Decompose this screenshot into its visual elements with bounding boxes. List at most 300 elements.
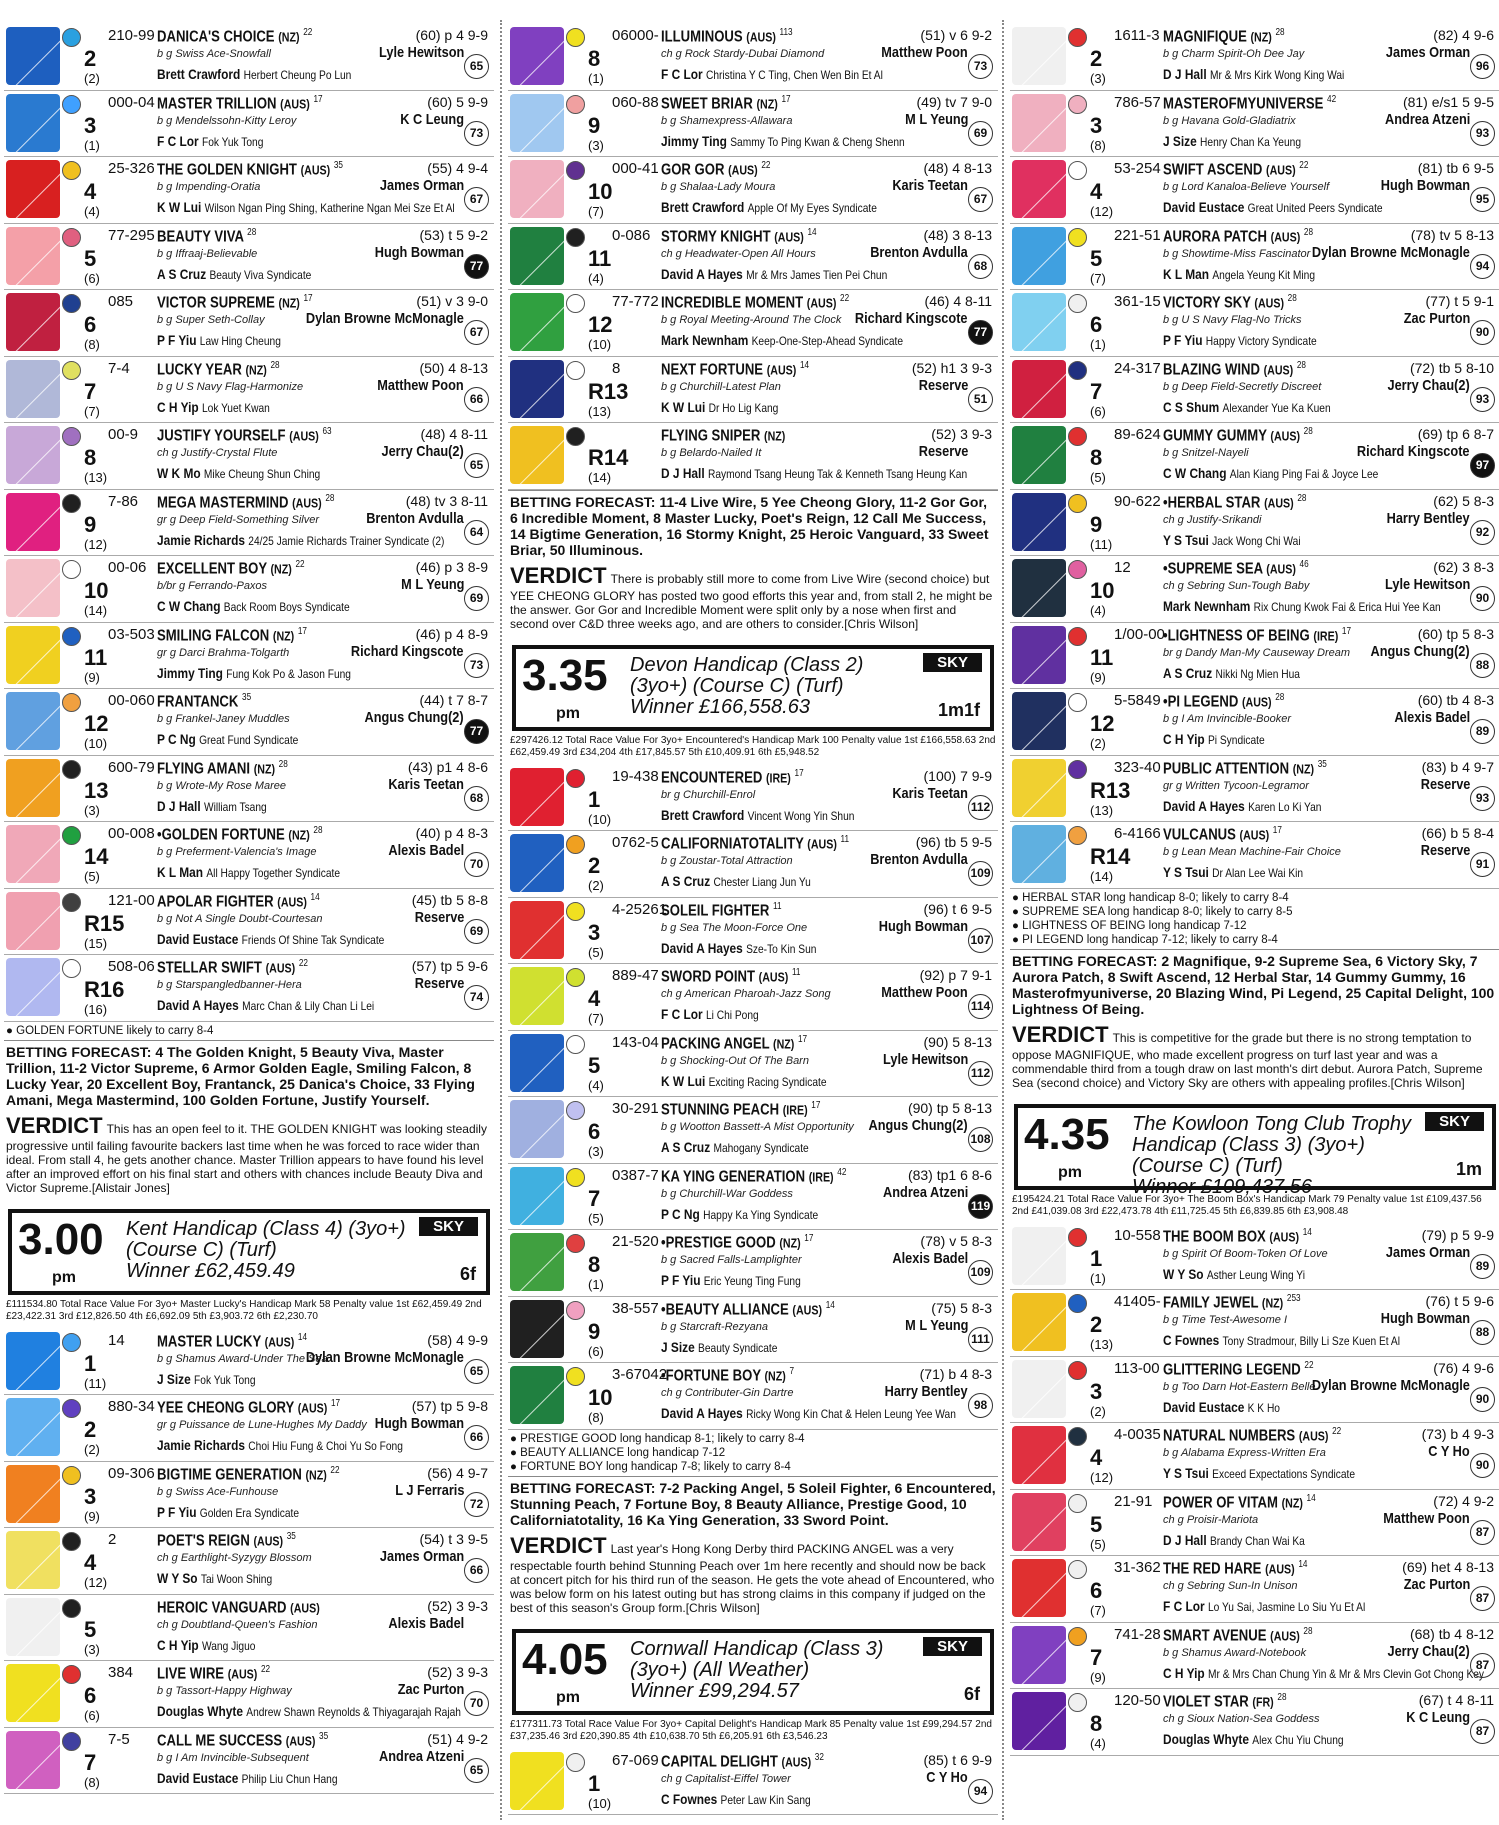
jockey-name: David A Hayes [661, 265, 743, 282]
jockey-line [157, 532, 444, 548]
breeding: b g Deep Field-Secretly Discreet [1163, 380, 1322, 393]
saddle-number: 8 [588, 1252, 601, 1277]
horse-name[interactable] [1163, 1227, 1312, 1246]
runner-row[interactable] [4, 1728, 494, 1795]
breeding: b g Too Darn Hot-Eastern Belle [1163, 1380, 1316, 1393]
horse-name[interactable] [1163, 1493, 1316, 1512]
runner-row[interactable] [1010, 91, 1499, 158]
jockey-silk-icon [510, 1100, 564, 1158]
runner-row[interactable] [4, 1595, 494, 1662]
runner-row[interactable] [508, 224, 998, 291]
jockey-silk-icon [510, 293, 564, 351]
breeding: b g Churchill-Latest Plan [661, 380, 781, 393]
jockey-line [1163, 731, 1265, 747]
horse-name[interactable] [1163, 626, 1351, 645]
jockey-silk-icon [510, 426, 564, 484]
owner-name: Wang Jiguo [201, 1638, 256, 1653]
jockey-name: K W Lui [661, 398, 706, 415]
jockey-line [1163, 665, 1300, 681]
days-since-run: 22 [1332, 1426, 1342, 1437]
owner-name: Raymond Tsang Heung Tak & Kenneth Tsang Heung Kan [707, 467, 968, 481]
saddle-number: 1 [84, 1350, 97, 1376]
rating-badge: 70 [464, 1691, 489, 1716]
jockey-line [661, 1272, 801, 1288]
saddle-number: 12 [1090, 711, 1115, 736]
breeding: br g Churchill-Enrol [661, 788, 756, 801]
runner-row[interactable] [4, 224, 494, 291]
draw: (3) [84, 1641, 100, 1657]
country-code: (NZ) [288, 827, 310, 843]
days-since-run: 28 [278, 758, 288, 770]
jockey-silk-icon [1012, 360, 1066, 418]
horse-name[interactable] [157, 1332, 307, 1351]
runner-row[interactable] [1010, 1556, 1499, 1623]
horse-name[interactable] [1163, 227, 1313, 246]
weight-age: (46) 4 8-11 [924, 293, 992, 309]
runner-row[interactable] [4, 1661, 494, 1728]
runner-row[interactable] [4, 423, 494, 490]
runner-row[interactable] [4, 889, 494, 956]
weight-age: (72) tb 5 8-10 [1409, 359, 1494, 376]
runner-row[interactable] [1010, 490, 1499, 557]
race-distance: 1m1f [937, 699, 980, 720]
runner-row[interactable] [508, 157, 998, 224]
days-since-run: 22 [295, 559, 305, 570]
weight-age: (48) 4 8-11 [420, 426, 488, 442]
runner-row[interactable] [508, 1031, 998, 1098]
draw: (13) [588, 403, 612, 419]
saddle-number: 7 [84, 1749, 97, 1775]
runner-row[interactable] [1010, 157, 1499, 224]
saddle-number: 7 [1090, 378, 1103, 404]
horse-name[interactable] [661, 967, 800, 986]
horse-name-text: VICTORY SKY [1163, 294, 1251, 312]
jockey-name: A S Cruz [661, 873, 711, 889]
runner-row[interactable] [1010, 756, 1499, 823]
horse-name[interactable] [1163, 1692, 1287, 1711]
draw: (6) [84, 270, 100, 286]
horse-name[interactable] [1163, 559, 1309, 578]
jockey-name: F C Lor [661, 66, 703, 82]
horse-name[interactable] [661, 27, 793, 46]
trainer-name: Harry Bentley [885, 1383, 968, 1400]
horse-name[interactable] [157, 227, 256, 246]
trainer-name: Brenton Avdulla [870, 243, 968, 261]
jockey-silk-icon [510, 1752, 564, 1810]
horse-name[interactable] [1163, 1559, 1307, 1578]
form-figures: 600-79 [108, 758, 155, 776]
draw: (7) [588, 204, 604, 219]
days-since-run: 253 [1286, 1293, 1301, 1304]
runner-row[interactable] [1010, 1357, 1499, 1424]
horse-name[interactable] [1163, 1426, 1341, 1445]
horse-name-text: BIGTIME GENERATION [157, 1465, 302, 1483]
horse-name-text: CALIFORNIATOTALITY [661, 835, 804, 853]
jockey-name: D J Hall [157, 797, 201, 814]
days-since-run: 46 [1299, 559, 1309, 570]
runner-row[interactable] [508, 1097, 998, 1164]
days-since-run: 14 [825, 1299, 835, 1311]
horse-name[interactable] [157, 1465, 340, 1484]
horse-name[interactable] [661, 768, 804, 787]
horse-name[interactable] [157, 1598, 320, 1617]
weight-age: (52) h1 3 9-3 [911, 359, 992, 376]
horse-name[interactable] [1163, 293, 1297, 312]
breeding: ch g Sioux Nation-Sea Goddess [1163, 1713, 1320, 1725]
runner-row[interactable] [4, 955, 494, 1022]
horse-name[interactable] [157, 559, 305, 578]
runner-row[interactable] [1010, 224, 1499, 291]
jockey-line [157, 332, 281, 348]
breeding: b g Zoustar-Total Attraction [661, 855, 793, 867]
draw: (7) [84, 403, 100, 419]
horse-name[interactable] [661, 901, 782, 920]
horse-name[interactable] [661, 293, 849, 312]
cap-icon [62, 1466, 81, 1485]
breeding: b g Snitzel-Nayeli [1163, 447, 1249, 459]
runner-row[interactable] [1010, 1689, 1499, 1756]
draw: (10) [588, 811, 612, 827]
horse-name-text: •BEAUTY ALLIANCE [661, 1300, 789, 1318]
horse-name[interactable] [1163, 360, 1306, 379]
horse-name[interactable] [661, 160, 770, 179]
horse-name[interactable] [157, 1531, 296, 1550]
jockey-name: Y S Tsui [1163, 864, 1209, 880]
breeding: b g Super Seth-Collay [157, 314, 265, 326]
rating-badge: 90 [1470, 1453, 1495, 1478]
saddle-number: 10 [84, 578, 109, 603]
horse-name[interactable] [157, 825, 323, 844]
horse-name-text: LUCKY YEAR [157, 360, 242, 378]
owner-name: Dr Alan Lee Wai Kin [1212, 866, 1304, 880]
owner-name: Ricky Wong Kin Chat & Helen Leung Yee Wan [746, 1407, 956, 1421]
draw: (9) [1090, 1669, 1106, 1685]
country-code: (AUS) [285, 1732, 316, 1748]
jockey-name: Jamie Richards [157, 1437, 245, 1453]
saddle-number: 5 [1090, 245, 1103, 271]
horse-name[interactable] [157, 1664, 270, 1683]
horse-name[interactable] [1163, 426, 1313, 445]
form-figures: 00-06 [108, 559, 147, 576]
saddle-number: 5 [1090, 1511, 1103, 1537]
horse-name[interactable] [1163, 1360, 1314, 1379]
runner-row[interactable] [4, 157, 494, 224]
horse-name-text: FRANTANCK [157, 693, 239, 711]
runner-row[interactable] [508, 1363, 998, 1430]
horse-name-text: MEGA MASTERMIND [157, 493, 289, 511]
jockey-line [661, 1405, 956, 1421]
runner-row[interactable] [1010, 423, 1499, 490]
runner-row[interactable] [4, 490, 494, 557]
draw: (6) [1090, 403, 1106, 419]
runner-row[interactable] [1010, 1224, 1499, 1291]
runner-row[interactable] [508, 423, 998, 490]
jockey-silk-icon [510, 360, 564, 418]
weight-age: (53) t 5 9-2 [419, 226, 488, 243]
race-winner-prize: Winner £109,437.56 [1132, 1175, 1312, 1198]
horse-name[interactable] [1163, 1626, 1313, 1645]
horse-name-text: BEAUTY VIVA [157, 227, 244, 245]
trainer-name: Zac Purton [1403, 1576, 1470, 1593]
horse-name[interactable] [157, 27, 312, 46]
weight-age: (92) p 7 9-1 [919, 967, 992, 983]
breeding: b g Starcraft-Rezyana [661, 1320, 768, 1333]
weight-age: (75) 5 8-3 [931, 1299, 992, 1316]
horse-name-text: VICTOR SUPREME [157, 294, 275, 312]
runner-row[interactable] [1010, 1490, 1499, 1557]
form-figures: 1611-3 [1114, 27, 1160, 44]
form-figures: 0762-5 [612, 834, 659, 851]
runner-row[interactable] [4, 290, 494, 357]
horse-name[interactable] [1163, 825, 1282, 844]
saddle-number: 12 [84, 711, 109, 736]
runner-row[interactable] [4, 357, 494, 424]
horse-name[interactable] [157, 1398, 340, 1417]
runner-row[interactable] [508, 1230, 998, 1297]
runner-row[interactable] [508, 1164, 998, 1231]
runner-row[interactable] [4, 822, 494, 889]
horse-name[interactable] [661, 1366, 794, 1385]
runner-row[interactable] [508, 357, 998, 424]
runner-row[interactable] [1010, 1290, 1499, 1357]
jockey-silk-icon [1012, 1493, 1066, 1551]
horse-name[interactable] [157, 360, 280, 379]
runner-row[interactable] [508, 831, 998, 898]
horse-name[interactable] [1163, 692, 1284, 711]
days-since-run: 35 [286, 1531, 296, 1542]
trainer-name: Matthew Poon [881, 984, 968, 1001]
runner-row[interactable] [508, 290, 998, 357]
weight-age: (52) 3 9-3 [427, 1664, 488, 1680]
column-3 [1010, 24, 1499, 1822]
draw: (13) [84, 470, 108, 485]
runner-row[interactable] [1010, 1423, 1499, 1490]
runner-row[interactable] [4, 756, 494, 823]
trainer-name: Brenton Avdulla [366, 509, 464, 527]
horse-name[interactable] [157, 892, 320, 911]
owner-name: Mr & Mrs Kirk Wong King Wai [1209, 68, 1345, 82]
draw: (4) [1090, 603, 1106, 618]
weight-age: (90) tp 5 8-13 [907, 1100, 992, 1116]
runner-row[interactable] [1010, 290, 1499, 357]
jockey-silk-icon [1012, 1626, 1066, 1684]
runner-row[interactable] [508, 1297, 998, 1364]
country-code: (NZ) [278, 295, 300, 311]
form-figures: 00-060 [108, 692, 155, 709]
runner-row[interactable] [508, 1749, 998, 1816]
cap-icon [1068, 361, 1087, 380]
horse-name[interactable] [1163, 160, 1308, 179]
rating-badge: 87 [1470, 1586, 1495, 1611]
horse-name[interactable] [661, 1100, 820, 1119]
cap-icon [62, 627, 81, 646]
horse-name[interactable] [1163, 1293, 1301, 1312]
country-code: (AUS) [1266, 162, 1296, 178]
weight-age: (60) tp 5 8-3 [1417, 625, 1494, 642]
breeding: b g Preferment-Valencia's Image [157, 846, 317, 858]
country-code: (NZ) [253, 760, 276, 776]
jockey-name: P F Yiu [661, 1272, 701, 1288]
race-header [512, 645, 994, 731]
days-since-run: 17 [804, 1233, 814, 1244]
horse-name[interactable] [1163, 94, 1336, 113]
weight-age: (68) tb 4 8-12 [1409, 1625, 1494, 1642]
days-since-run: 22 [298, 958, 308, 969]
horse-name[interactable] [157, 626, 307, 645]
runner-row[interactable] [508, 898, 998, 965]
horse-name[interactable] [1163, 493, 1306, 512]
rating-badge: 96 [1470, 54, 1495, 79]
runner-row[interactable] [508, 765, 998, 832]
runner-row[interactable] [1010, 357, 1499, 424]
horse-name[interactable] [661, 426, 785, 445]
days-since-run: 28 [1275, 692, 1285, 703]
runner-row[interactable] [1010, 822, 1499, 889]
horse-name[interactable] [1163, 27, 1285, 46]
jockey-name: W Y So [1163, 1265, 1204, 1282]
days-since-run: 28 [270, 359, 280, 371]
runner-row[interactable] [4, 1528, 494, 1595]
horse-name[interactable] [661, 1167, 846, 1186]
horse-name[interactable] [157, 493, 334, 512]
runner-row[interactable] [508, 91, 998, 158]
owner-name: Alan Kiang Ping Fai & Joyce Lee [1229, 467, 1379, 481]
runner-row[interactable] [4, 91, 494, 158]
saddle-number: 10 [588, 179, 613, 204]
weight-age: (81) tb 6 9-5 [1417, 160, 1494, 176]
horse-name-text: SMILING FALCON [157, 626, 270, 644]
betting-forecast: BETTING FORECAST: 4 The Golden Knight, 5 Beauty Viva, Master Trillion, 11-2 Victor Supreme, 6 Armor Golden Eagle, Smiling Falcon, 8 Lucky Year, 20 Excellent Boy, Frantanck, 25 Danica's Choice, 33 Flying Amani, Mega Mastermind, 100 Golden Fortune, Justify Yourself. [4, 1040, 494, 1111]
runner-row[interactable] [1010, 689, 1499, 756]
draw: (1) [588, 1277, 604, 1292]
weight-age: (49) tv 7 9-0 [916, 93, 992, 110]
owner-name: K K Ho [1247, 1400, 1280, 1415]
saddle-number: 8 [1090, 445, 1103, 470]
runner-row[interactable] [1010, 24, 1499, 91]
jockey-name: C H Yip [157, 1636, 199, 1653]
horse-name[interactable] [157, 1731, 328, 1750]
breeding: ch g Proisir-Mariota [1163, 1513, 1259, 1526]
owner-name: Happy Victory Syndicate [1205, 334, 1317, 348]
cap-icon [1068, 1228, 1087, 1247]
cap-icon [1068, 1627, 1087, 1646]
cap-icon [566, 361, 585, 380]
horse-name[interactable] [1163, 759, 1327, 778]
runner-row[interactable] [4, 1329, 494, 1396]
form-figures: 210-99 [108, 27, 155, 44]
breeding: b g I Am Invincible-Subsequent [157, 1751, 309, 1764]
owner-name: Great United Peers Syndicate [1247, 201, 1383, 215]
weight-age: (81) e/s1 5 9-5 [1402, 93, 1494, 110]
breeding: ch g Justify-Srikandi [1163, 513, 1262, 526]
runner-row[interactable] [4, 689, 494, 756]
jockey-silk-icon [6, 958, 60, 1016]
trainer-name: James Orman [1385, 44, 1470, 61]
cap-icon [566, 1367, 585, 1386]
form-figures: 77-295 [108, 226, 155, 244]
jockey-name: David A Hayes [661, 939, 743, 956]
breeding: gr g Puissance de Lune-Hughes My Daddy [157, 1419, 367, 1431]
runner-row[interactable] [4, 1462, 494, 1529]
verdict [1010, 1020, 1499, 1096]
country-code: (AUS) [774, 228, 804, 244]
rating-badge: 91 [1470, 852, 1495, 877]
jockey-line [661, 199, 877, 215]
horse-name[interactable] [157, 692, 251, 711]
rating-badge: 108 [968, 1127, 993, 1152]
horse-name[interactable] [157, 94, 323, 113]
weight-age: (96) tb 5 9-5 [915, 834, 992, 850]
runner-row[interactable] [4, 1395, 494, 1462]
days-since-run: 22 [260, 1664, 271, 1675]
horse-name[interactable] [661, 1752, 824, 1771]
saddle-number: 6 [1090, 1578, 1103, 1603]
draw: (13) [1090, 1337, 1114, 1352]
trainer-name: Reserve [918, 443, 968, 460]
runner-row[interactable] [4, 556, 494, 623]
runner-row[interactable] [1010, 623, 1499, 690]
rating-badge: 77 [464, 254, 489, 279]
jockey-name: David Eustace [1163, 1398, 1245, 1415]
form-figures: 4-25261 [612, 900, 668, 918]
horse-name[interactable] [661, 1034, 807, 1053]
jockey-silk-icon [510, 94, 564, 152]
owner-name: Mike Cheung Shun Ching [203, 467, 321, 481]
breeding: ch g Justify-Crystal Flute [157, 447, 278, 459]
form-figures: 508-06 [108, 958, 155, 975]
horse-name[interactable] [661, 1300, 835, 1319]
horse-name[interactable] [157, 958, 308, 977]
runner-row[interactable] [508, 24, 998, 91]
runner-row[interactable] [1010, 1623, 1499, 1690]
jockey-silk-icon [6, 1531, 60, 1589]
jockey-name: K W Lui [157, 199, 202, 215]
days-since-run: 22 [1299, 160, 1309, 171]
jockey-line [1163, 332, 1317, 348]
jockey-line [661, 332, 903, 348]
horse-name[interactable] [661, 94, 791, 113]
horse-name[interactable] [157, 160, 343, 179]
saddle-number: 2 [1090, 1312, 1103, 1337]
saddle-number: R15 [84, 910, 125, 936]
runner-row[interactable] [4, 623, 494, 690]
rating-badge: 112 [968, 795, 993, 820]
horse-name-text: MAGNIFIQUE [1163, 28, 1247, 46]
draw: (14) [84, 603, 108, 618]
horse-name[interactable] [157, 293, 313, 312]
rating-badge: 94 [968, 1779, 993, 1804]
horse-name[interactable] [157, 426, 332, 445]
horse-name[interactable] [661, 1233, 813, 1252]
form-figures: 77-772 [612, 293, 659, 310]
runner-row[interactable] [508, 964, 998, 1031]
draw: (12) [84, 1575, 108, 1590]
prize-money: £297426.12 Total Race Value For 3yo+ Encountered's Handicap Mark 100 Penalty value 1st £166,558.63 2nd £62,459.49 3rd £34,204 4th £17,845.57 5th £10,409.91 6th £5,948.52 [510, 734, 996, 758]
runner-row[interactable] [4, 24, 494, 91]
jockey-name: P C Ng [157, 731, 196, 747]
jockey-line [661, 1139, 809, 1155]
country-code: (NZ) [1281, 1494, 1303, 1510]
country-code: (NZ) [764, 1368, 786, 1384]
runner-row[interactable] [1010, 556, 1499, 623]
horse-name[interactable] [661, 227, 817, 246]
horse-name[interactable] [661, 360, 809, 379]
horse-name[interactable] [157, 759, 288, 778]
jockey-name: C H Yip [1163, 1664, 1205, 1681]
jockey-line [1163, 1465, 1355, 1481]
saddle-number: R13 [588, 378, 629, 404]
horse-name[interactable] [661, 834, 849, 853]
